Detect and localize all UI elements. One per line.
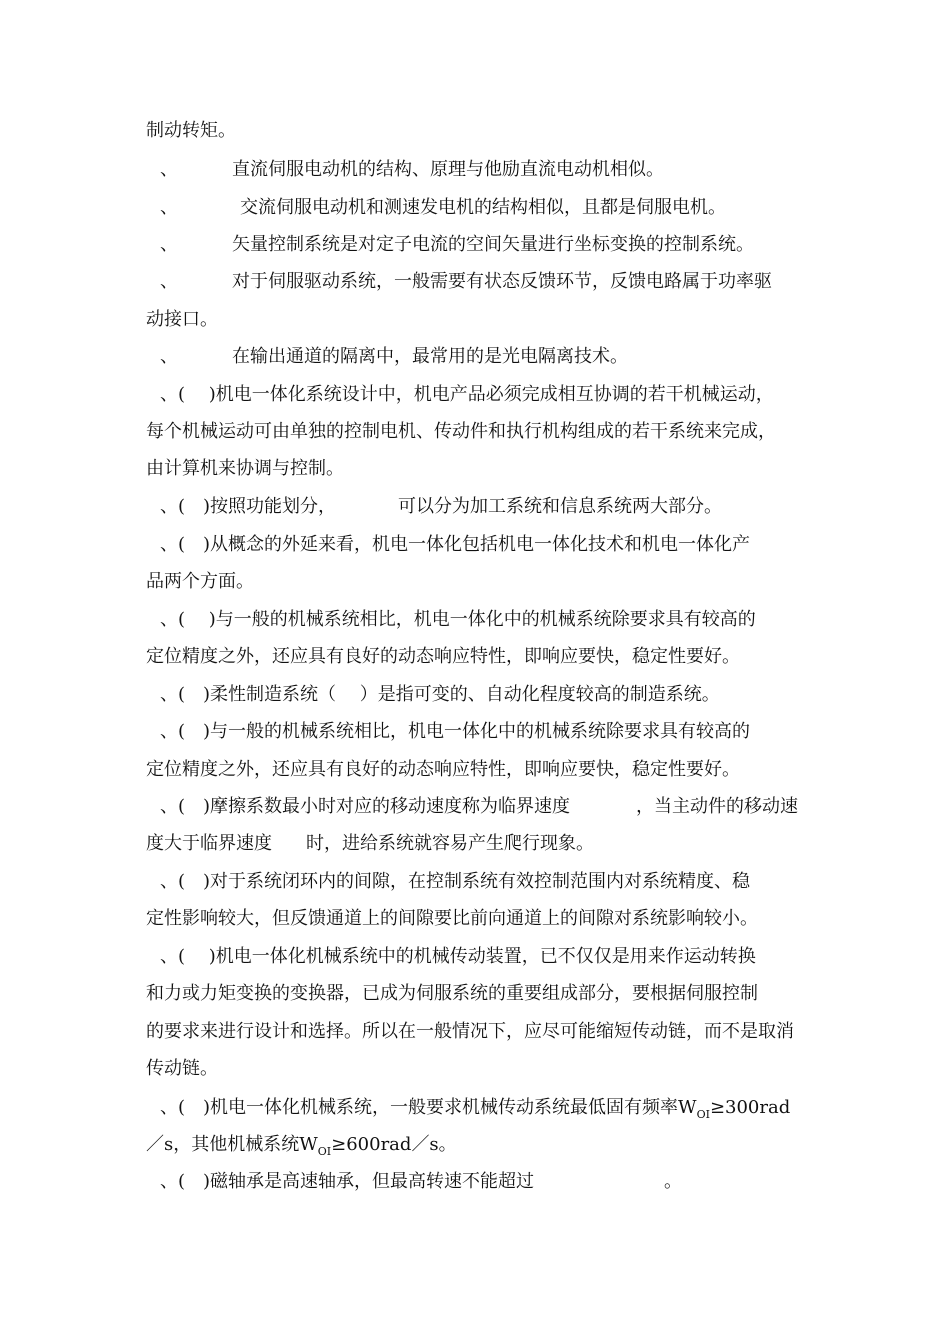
list-marker: 、	[160, 346, 178, 367]
text-line: 可以分为加工系统和信息系统两大部分。	[398, 496, 722, 517]
text-line: 、( )机电一体化系统设计中，机电产品必须完成相互协调的若干机械运动，	[160, 384, 774, 405]
list-marker: 、	[160, 197, 178, 218]
text-line: 、( )柔性制造系统（ ）是指可变的、自动化程度较高的制造系统。	[160, 684, 720, 705]
text-line: 每个机械运动可由单独的控制电机、传动件和执行机构组成的若干系统来完成，	[146, 421, 776, 442]
list-marker: 、	[160, 271, 178, 292]
text-segment: ≥600rad／s。	[331, 1134, 457, 1155]
text-line: 、( )对于系统闭环内的间隙，在控制系统有效控制范围内对系统精度、稳	[160, 871, 751, 892]
text-line: 动接口。	[146, 309, 218, 330]
symbol-subscript: OI	[696, 1108, 710, 1121]
text-line: 、( )按照功能划分，	[160, 496, 337, 517]
text-line: 时，进给系统就容易产生爬行现象。	[306, 833, 594, 854]
symbol-omega: W	[299, 1134, 318, 1155]
list-marker: 、	[160, 159, 178, 180]
text-line: 在输出通道的隔离中，最常用的是光电隔离技术。	[232, 346, 628, 367]
text-line: 直流伺服电动机的结构、原理与他励直流电动机相似。	[232, 159, 664, 180]
text-line: 。	[664, 1171, 682, 1192]
text-line: 交流伺服电动机和测速发电机的结构相似，且都是伺服电机。	[240, 197, 726, 218]
text-line: 的要求来进行设计和选择。所以在一般情况下，应尽可能缩短传动链，而不是取消	[146, 1021, 794, 1042]
text-line: 矢量控制系统是对定子电流的空间矢量进行坐标变换的控制系统。	[232, 234, 754, 255]
text-line: 、( )与一般的机械系统相比，机电一体化中的机械系统除要求具有较高的	[160, 609, 756, 630]
symbol-omega: W	[678, 1097, 697, 1118]
text-line: 、( )磁轴承是高速轴承，但最高转速不能超过	[160, 1171, 535, 1192]
text-line: 、( )从概念的外延来看，机电一体化包括机电一体化技术和机电一体化产	[160, 534, 751, 555]
text-line	[146, 1133, 457, 1159]
text-line: ，当主动件的移动速	[636, 796, 798, 817]
symbol-subscript: OI	[317, 1145, 332, 1158]
text-line: 和力或力矩变换的变换器，已成为伺服系统的重要组成部分，要根据伺服控制	[146, 983, 758, 1004]
list-marker: 、	[160, 234, 178, 255]
text-line: 传动链。	[146, 1058, 218, 1079]
text-line: 品两个方面。	[146, 571, 254, 592]
text-line: 、( )摩擦系数最小时对应的移动速度称为临界速度	[160, 796, 571, 817]
text-segment: ／s，其他机械系统	[146, 1134, 300, 1155]
text-line: 制动转矩。	[146, 120, 236, 141]
text-line: 定位精度之外，还应具有良好的动态响应特性，即响应要快，稳定性要好。	[146, 759, 740, 780]
text-line: 定性影响较大，但反馈通道上的间隙要比前向通道上的间隙对系统影响较小。	[146, 908, 758, 929]
text-line: 、( )与一般的机械系统相比，机电一体化中的机械系统除要求具有较高的	[160, 721, 751, 742]
text-line: 定位精度之外，还应具有良好的动态响应特性，即响应要快，稳定性要好。	[146, 646, 740, 667]
text-line	[160, 1096, 790, 1122]
text-line: 、( )机电一体化机械系统中的机械传动装置，已不仅仅是用来作运动转换	[160, 946, 756, 967]
text-segment: ≥300rad	[709, 1097, 791, 1118]
text-line: 对于伺服驱动系统，一般需要有状态反馈环节，反馈电路属于功率驱	[232, 271, 772, 292]
text-segment: 、( )机电一体化机械系统，一般要求机械传动系统最低固有频率	[160, 1097, 679, 1118]
text-line: 度大于临界速度	[146, 833, 272, 854]
text-line: 由计算机来协调与控制。	[146, 458, 344, 479]
